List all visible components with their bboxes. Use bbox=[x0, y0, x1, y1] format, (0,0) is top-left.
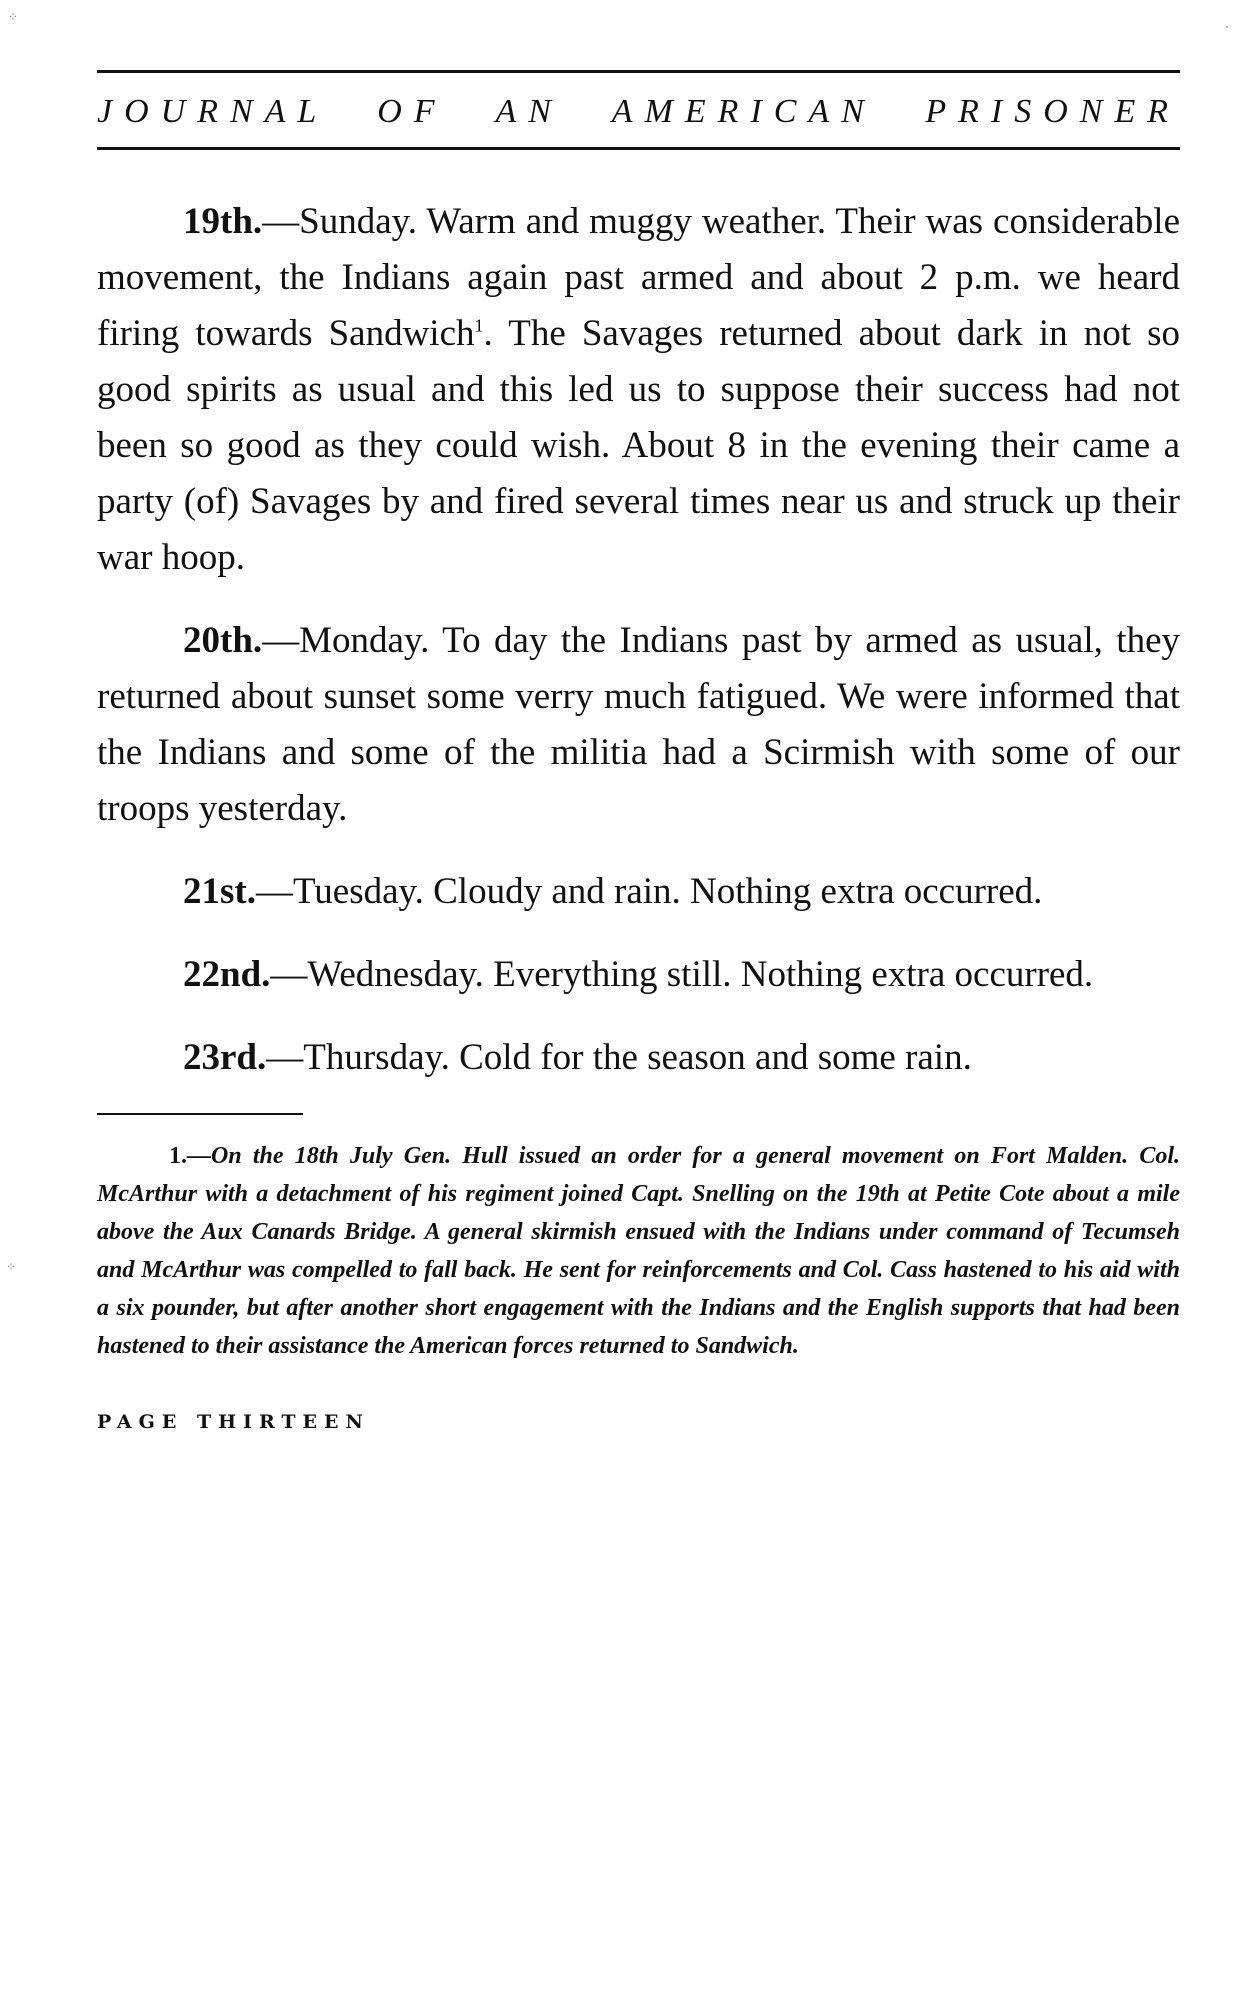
scan-speck: · bbox=[1225, 20, 1229, 34]
entry-date: 19th. bbox=[183, 201, 263, 242]
entry-22nd bbox=[97, 947, 1180, 1003]
entry-text-continued: . The Savages returned about dark in not so good spirits as usual and this led us to suppose their success had not been so good as they could wish. About 8 in the evening their came a party (of) Savages by and fired several times near us and struck up their war hoop. bbox=[97, 313, 1180, 578]
entry-21st bbox=[97, 864, 1180, 920]
header-top-rule bbox=[97, 70, 1180, 73]
header-bottom-rule bbox=[97, 147, 1180, 150]
entry-text: —Sunday. Warm and muggy weather. Their was considerable movement, the Indians again past armed and about 2 p.m. we heard firing towards Sandwich bbox=[97, 201, 1180, 354]
footnote-text: —On the 18th July Gen. Hull issued an order for a general movement on Fort Malden. Col. McArthur with a detachment of his regiment joined Capt. Snelling on the 19th at Petite Cote about a mile above the Aux Canards Bridge. A general skirmish ensued with the Indians under command of Tecumseh and McArthur was compelled to fall back. He sent for reinforcements and Col. Cass hastened to his aid with a six pounder, but after another short engagement with the Indians and the English supports that had been hastened to their assistance the American forces returned to Sandwich. bbox=[97, 1143, 1180, 1359]
entry-20th bbox=[97, 613, 1180, 837]
entry-date: 21st. bbox=[183, 871, 256, 912]
entry-date: 20th. bbox=[183, 620, 263, 661]
footnote bbox=[97, 1137, 1180, 1365]
journal-entries bbox=[97, 194, 1180, 1086]
footnote-separator bbox=[97, 1113, 303, 1115]
entry-text: —Wednesday. Everything still. Nothing extra occurred. bbox=[270, 954, 1094, 995]
entry-text: —Thursday. Cold for the season and some rain. bbox=[266, 1037, 972, 1078]
entry-19th bbox=[97, 194, 1180, 586]
entry-text: —Tuesday. Cloudy and rain. Nothing extra occurred. bbox=[255, 871, 1043, 912]
footnote-marker: 1 bbox=[474, 315, 484, 336]
entry-date: 23rd. bbox=[183, 1037, 267, 1078]
entry-23rd bbox=[97, 1030, 1180, 1086]
entry-text: —Monday. To day the Indians past by armed as usual, they returned about sunset some verry much fatigued. We were informed that the Indians and some of the militia had a Scirmish with some of our troops yesterday. bbox=[97, 620, 1180, 829]
scan-speck: ⁘ bbox=[6, 1260, 17, 1274]
page bbox=[97, 70, 1180, 1433]
page-number-label: PAGE THIRTEEN bbox=[97, 1411, 370, 1433]
footnote-number: 1. bbox=[169, 1143, 187, 1169]
running-head: JOURNAL OF AN AMERICAN PRISONER bbox=[97, 93, 1180, 130]
scan-speck: ⁘ bbox=[8, 10, 19, 24]
entry-date: 22nd. bbox=[183, 954, 271, 995]
